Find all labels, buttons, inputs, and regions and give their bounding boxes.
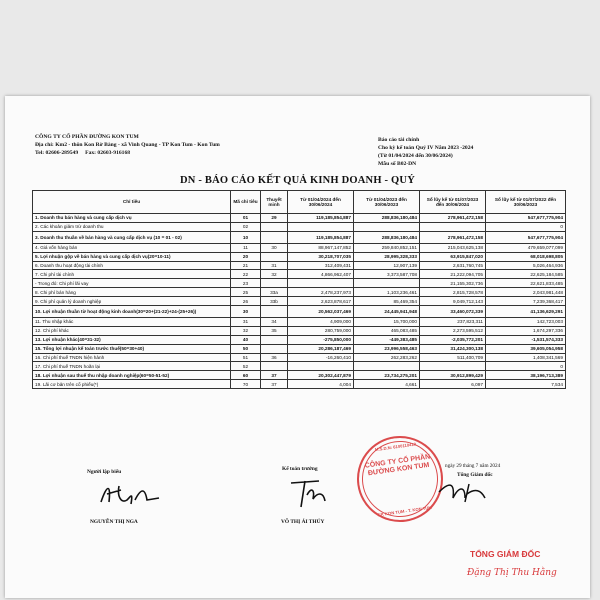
table-row [33,214,566,223]
row-ytd-current: 2,273,595,512 [420,326,486,335]
row-current-quarter: 4,909,000 [288,318,354,327]
row-ytd-prior: 479,659,077,099 [486,243,566,252]
table-row [33,353,566,362]
row-label: 4. Giá vốn hàng bán [33,243,231,252]
row-label: 16. Chi phí thuế TNDN hiện hành [33,353,231,362]
row-prior-quarter: 288,836,180,484 [354,231,420,243]
row-ytd-current: 63,915,847,020 [420,252,486,261]
stamp-center: CÔNG TY CỔ PHẦN ĐƯỜNG KON TUM [364,453,431,478]
row-label: 11. Thu nhập khác [33,318,231,327]
row-code: 70 [231,380,261,389]
row-code: 20 [231,252,261,261]
row-note: 37 [261,380,288,389]
row-ytd-prior: 68,018,698,805 [486,252,566,261]
director-stamp-name: Đặng Thị Thu Hằng [467,568,557,578]
row-prior-quarter: 12,907,139 [354,261,420,270]
table-header-row [33,191,566,214]
table-row [33,362,566,371]
row-code: 10 [231,231,261,243]
row-ytd-current: 6,097 [420,380,486,389]
row-prior-quarter: 262,283,262 [354,353,420,362]
row-ytd-current: 511,400,709 [420,353,486,362]
row-current-quarter: 312,409,431 [288,261,354,270]
report-type: Báo cáo tài chính [378,137,420,143]
row-label: 9. Chi phí quản lý doanh nghiệp [33,297,231,306]
row-note: 30 [261,243,288,252]
table-row [33,279,566,288]
row-ytd-prior: 0 [486,362,566,371]
row-label: 1. Doanh thu bán hàng và cung cấp dịch vụ [33,214,231,223]
preparer-label: Người lập biểu [87,469,122,475]
row-ytd-current: 2,631,760,745 [420,261,486,270]
row-code: 31 [231,318,261,327]
row-note [261,335,288,344]
row-ytd-current: 2,815,728,578 [420,288,486,297]
accountant-signature [285,477,331,511]
row-code: 50 [231,344,261,353]
company-name: CÔNG TY CỔ PHẦN ĐƯỜNG KON TUM [35,134,139,140]
row-ytd-prior: 22,625,184,585 [486,270,566,279]
document-sheet [5,96,590,598]
row-ytd-prior: 41,136,629,291 [486,306,566,318]
row-label: - Trong đó: Chi phí lãi vay [33,279,231,288]
row-note: 32 [261,270,288,279]
row-code: 40 [231,335,261,344]
table-row [33,380,566,389]
row-note: 34 [261,318,288,327]
row-code: 23 [231,279,261,288]
accountant-label: Kế toán trưởng [282,466,318,472]
report-dates: (Từ 01/04/2024 đến 30/06/2024) [378,153,453,159]
director-signature [435,478,495,504]
row-code: 21 [231,261,261,270]
row-current-quarter: 30,218,707,035 [288,252,354,261]
row-label: 13. Lợi nhuận khác(40=31-32) [33,335,231,344]
row-ytd-current: 21,222,094,705 [420,270,486,279]
table-row [33,318,566,327]
income-statement-table [32,190,566,389]
director-stamp-title: TỔNG GIÁM ĐỐC [470,549,541,559]
row-note [261,222,288,231]
row-ytd-current: 31,424,300,138 [420,344,486,353]
row-prior-quarter: 23,996,558,463 [354,344,420,353]
col-prior-quarter: Từ 01/04/2023 đến 30/06/2023 [354,191,420,214]
row-prior-quarter: -449,383,485 [354,335,420,344]
row-prior-quarter: 15,700,000 [354,318,420,327]
col-note: Thuyết minh [261,191,288,214]
row-code: 01 [231,214,261,223]
row-current-quarter: 4,866,962,407 [288,270,354,279]
row-label: 6. Doanh thu hoạt động tài chính [33,261,231,270]
row-current-quarter: 88,967,147,852 [288,243,354,252]
company-header [35,133,220,157]
row-ytd-current: -2,035,772,201 [420,335,486,344]
company-address: Địa chỉ: Km2 - thôn Kon Rờ Bàng - xã Vinh Quang - TP Kon Tum - Kon Tum [35,142,220,148]
col-current-quarter: Từ 01/04/2024 đến 30/06/2024 [288,191,354,214]
col-ytd-current: Số lũy kế từ 01/07/2023 đến 30/06/2024 [420,191,486,214]
row-ytd-current: 278,961,472,158 [420,231,486,243]
report-title: DN - BÁO CÁO KẾT QUẢ KINH DOANH - QUÝ [179,175,415,186]
row-note [261,279,288,288]
row-label: 15. Tổng lợi nhuận kế toán trước thuế(50=30+40) [33,344,231,353]
row-note: 33a [261,288,288,297]
table-row [33,288,566,297]
company-phone: Tel: 02606-289549 [35,150,79,156]
row-code: 51 [231,353,261,362]
row-prior-quarter [354,222,420,231]
table-row [33,231,566,243]
row-current-quarter: 119,185,854,887 [288,214,354,223]
row-ytd-prior: 547,677,775,904 [486,231,566,243]
row-current-quarter: 4,004 [288,380,354,389]
row-current-quarter: 2,478,237,973 [288,288,354,297]
table-row [33,297,566,306]
table-row [33,261,566,270]
report-form: Mẫu số B02-DN [378,161,417,167]
row-ytd-current: 215,043,625,138 [420,243,486,252]
row-label: 7. Chi phí tài chính [33,270,231,279]
col-indicator: Chỉ tiêu [33,191,231,214]
table-row [33,306,566,318]
table-row [33,344,566,353]
row-ytd-prior: 2,043,981,448 [486,288,566,297]
row-prior-quarter: 4,661 [354,380,420,389]
preparer-name: NGUYỄN THỊ NGA [90,519,138,525]
row-current-quarter [288,279,354,288]
row-note [261,362,288,371]
row-prior-quarter: 85,469,354 [354,297,420,306]
table-row [33,335,566,344]
company-contact [35,149,220,157]
row-prior-quarter: 3,373,587,708 [354,270,420,279]
row-ytd-current: 278,961,472,158 [420,214,486,223]
row-ytd-prior: 5,026,464,936 [486,261,566,270]
row-ytd-current: 30,912,899,429 [420,371,486,380]
row-ytd-prior: 547,677,775,904 [486,214,566,223]
row-current-quarter: 20,302,447,879 [288,371,354,380]
row-current-quarter: -16,260,410 [288,353,354,362]
row-ytd-prior: 7,239,368,417 [486,297,566,306]
row-label: 17. Chi phí thuế TNDN hoãn lại [33,362,231,371]
row-current-quarter: -275,850,000 [288,335,354,344]
row-prior-quarter [354,279,420,288]
row-label: 12. Chi phí khác [33,326,231,335]
table-row [33,270,566,279]
row-prior-quarter: 28,995,328,333 [354,252,420,261]
row-note [261,231,288,243]
row-note: 35 [261,326,288,335]
row-ytd-prior: 38,196,713,389 [486,371,566,380]
row-code: 30 [231,306,261,318]
row-prior-quarter: 465,083,485 [354,326,420,335]
row-code: 11 [231,243,261,252]
row-ytd-current [420,362,486,371]
row-prior-quarter: 24,445,941,948 [354,306,420,318]
row-note [261,344,288,353]
report-period: Cho kỳ kế toán Quý IV Năm 2023 -2024 [378,145,474,151]
row-current-quarter: 280,759,000 [288,326,354,335]
stamp-ring-bottom: T.P. KON TUM - T. KON TUM [376,504,433,518]
row-label: 19. Lãi cơ bản trên cổ phiếu(*) [33,380,231,389]
row-prior-quarter [354,362,420,371]
table-row [33,243,566,252]
table-row [33,371,566,380]
preparer-block [87,469,121,475]
row-label: 10. Lợi nhuận thuần từ hoạt động kinh doanh(30=20+(21-22)+24-(25+26)) [33,306,231,318]
row-ytd-current: 21,155,302,736 [420,279,486,288]
director-label: Tổng Giám đốc [457,472,493,478]
row-prior-quarter: 23,734,275,201 [354,371,420,380]
row-current-quarter [288,362,354,371]
row-ytd-prior: 7,534 [486,380,566,389]
row-current-quarter: 119,185,854,887 [288,231,354,243]
row-ytd-prior: 1,674,297,336 [486,326,566,335]
row-ytd-prior: 22,621,833,485 [486,279,566,288]
row-code: 60 [231,371,261,380]
row-current-quarter: 20,562,037,469 [288,306,354,318]
row-code: 22 [231,270,261,279]
row-label: 3. Doanh thu thuần về bán hàng và cung cấp dịch vụ (10 = 01 - 02) [33,231,231,243]
row-ytd-prior: 1,408,341,569 [486,353,566,362]
row-prior-quarter: 1,103,236,461 [354,288,420,297]
row-prior-quarter: 288,836,180,484 [354,214,420,223]
row-prior-quarter: 259,840,852,151 [354,243,420,252]
company-seal-stamp [351,430,448,527]
row-code: 32 [231,326,261,335]
row-current-quarter: 2,623,878,617 [288,297,354,306]
table-row [33,252,566,261]
row-ytd-current: 237,823,311 [420,318,486,327]
col-code: Mã chỉ tiêu [231,191,261,214]
row-note: 36 [261,353,288,362]
row-label: 2. Các khoản giảm trừ doanh thu [33,222,231,231]
preparer-signature [97,482,167,508]
row-current-quarter: 20,286,187,469 [288,344,354,353]
col-ytd-prior: Số lũy kế từ 01/07/2022 đến 30/06/2023 [486,191,566,214]
row-code: 52 [231,362,261,371]
report-header [378,136,473,168]
row-label: 8. Chi phí bán hàng [33,288,231,297]
row-current-quarter [288,222,354,231]
table-row [33,326,566,335]
row-note: 29 [261,214,288,223]
row-note [261,306,288,318]
row-note [261,252,288,261]
row-code: 26 [231,297,261,306]
row-ytd-current: 33,460,072,339 [420,306,486,318]
row-ytd-current [420,222,486,231]
row-note: 37 [261,371,288,380]
row-note: 33b [261,297,288,306]
table-row [33,222,566,231]
row-label: 5. Lợi nhuận gộp về bán hàng và cung cấp dịch vụ(20=10-11) [33,252,231,261]
row-ytd-prior: 0 [486,222,566,231]
row-ytd-current: 9,049,712,143 [420,297,486,306]
stamp-ring-top: M.S.D.N: 6100110410 [374,441,417,453]
row-code: 02 [231,222,261,231]
signing-date: ngày 29 tháng 7 năm 2024 [445,463,501,469]
row-label: 18. Lợi nhuận sau thuế thu nhập doanh nghiệp(60=50-51-52) [33,371,231,380]
row-note: 31 [261,261,288,270]
row-ytd-prior: 142,723,003 [486,318,566,327]
row-code: 25 [231,288,261,297]
company-fax: Fax: 02603-916168 [85,150,131,156]
row-ytd-prior: -1,531,574,333 [486,335,566,344]
accountant-name: VÕ THỊ ÁI THÚY [281,519,325,525]
row-ytd-prior: 39,605,054,958 [486,344,566,353]
